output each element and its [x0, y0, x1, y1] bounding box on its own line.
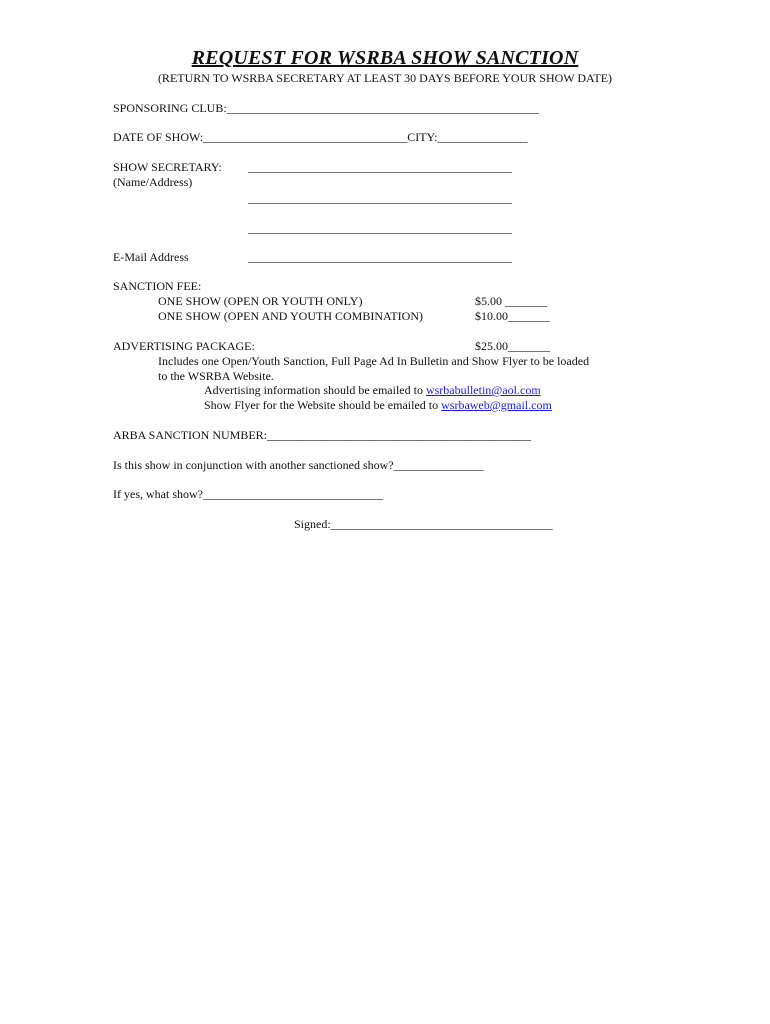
show-secretary-blank-1[interactable]: ____________________________________________: [248, 160, 512, 174]
email-blank[interactable]: ____________________________________________: [248, 250, 512, 264]
ad-info-text: Advertising information should be emailed to: [204, 383, 426, 397]
advertising-label: ADVERTISING PACKAGE:: [113, 339, 255, 353]
show-secretary-sublabel: (Name/Address): [113, 175, 193, 189]
arba-sanction-number-field[interactable]: ARBA SANCTION NUMBER:____________________________________________: [113, 428, 532, 442]
fee-item-price[interactable]: $5.00 _______: [475, 294, 547, 308]
show-secretary-label: SHOW SECRETARY:: [113, 160, 222, 174]
date-city-field[interactable]: DATE OF SHOW:__________________________________CITY:_______________: [113, 130, 528, 144]
sponsoring-club-field[interactable]: SPONSORING CLUB:____________________________________________________: [113, 101, 539, 115]
fee-item-price[interactable]: $10.00_______: [475, 309, 550, 323]
if-yes-field[interactable]: If yes, what show?______________________________: [113, 487, 383, 501]
signature-field[interactable]: Signed:_____________________________________: [294, 517, 553, 531]
bulletin-email-link[interactable]: wsrbabulletin@aol.com: [425, 383, 541, 397]
email-label: E-Mail Address: [113, 250, 189, 264]
show-secretary-blank-3[interactable]: ____________________________________________: [248, 221, 512, 235]
advertising-desc-1: Includes one Open/Youth Sanction, Full Page Ad In Bulletin and Show Flyer to be loaded: [158, 354, 590, 368]
conjunction-field[interactable]: Is this show in conjunction with another sanctioned show?_______________: [113, 458, 484, 472]
form-subtitle: (RETURN TO WSRBA SECRETARY AT LEAST 30 DAYS BEFORE YOUR SHOW DATE): [157, 71, 613, 85]
flyer-info-line: [204, 398, 552, 412]
web-email-link[interactable]: wsrbaweb@gmail.com: [441, 398, 552, 412]
fee-item-label: ONE SHOW (OPEN OR YOUTH ONLY): [158, 294, 363, 308]
ad-info-line: [204, 383, 541, 397]
form-title: REQUEST FOR WSRBA SHOW SANCTION: [191, 47, 579, 69]
fee-item-label: ONE SHOW (OPEN AND YOUTH COMBINATION): [158, 309, 423, 323]
sanction-fee-label: SANCTION FEE:: [113, 279, 202, 293]
advertising-price[interactable]: $25.00_______: [475, 339, 550, 353]
flyer-info-text: Show Flyer for the Website should be emailed to: [204, 398, 442, 412]
advertising-desc-2: to the WSRBA Website.: [158, 369, 274, 383]
show-secretary-blank-2[interactable]: ____________________________________________: [248, 191, 512, 205]
